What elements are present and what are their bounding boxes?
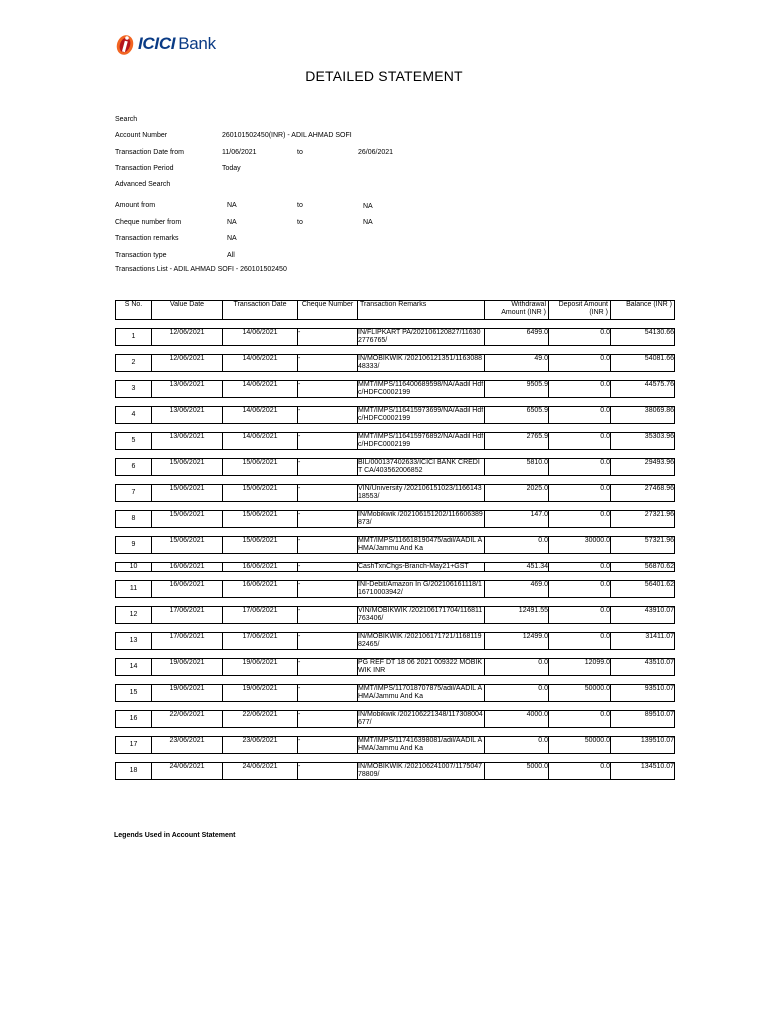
row-spacer-cell xyxy=(116,450,675,459)
cell-withdrawal: 2765.9 xyxy=(485,433,549,450)
cheque-from-label: Cheque number from xyxy=(115,219,182,226)
cell-cheque-number: - xyxy=(298,659,358,676)
cell-withdrawal: 2025.0 xyxy=(485,485,549,502)
cell-cheque-number: - xyxy=(298,537,358,554)
cell-withdrawal: 49.0 xyxy=(485,355,549,372)
row-spacer xyxy=(116,528,675,537)
cell-deposit: 0.0 xyxy=(549,633,611,650)
cell-value-date: 12/06/2021 xyxy=(152,355,223,372)
page-title: DETAILED STATEMENT xyxy=(305,68,463,84)
cell-value-date: 17/06/2021 xyxy=(152,633,223,650)
cell-sno: 12 xyxy=(116,607,152,624)
row-spacer xyxy=(116,346,675,355)
col-header-value-date: Value Date xyxy=(152,301,223,320)
row-spacer-cell xyxy=(116,624,675,633)
table-row xyxy=(116,511,675,528)
row-spacer xyxy=(116,572,675,581)
cell-withdrawal: 12491.55 xyxy=(485,607,549,624)
cell-transaction-date: 17/06/2021 xyxy=(223,607,298,624)
cell-transaction-date: 14/06/2021 xyxy=(223,381,298,398)
cell-deposit: 0.0 xyxy=(549,407,611,424)
row-spacer-cell xyxy=(116,424,675,433)
cell-balance: 29493.96 xyxy=(611,459,675,476)
cell-transaction-date: 14/06/2021 xyxy=(223,355,298,372)
cell-deposit: 0.0 xyxy=(549,459,611,476)
cell-cheque-number: - xyxy=(298,711,358,728)
cell-deposit: 0.0 xyxy=(549,711,611,728)
cell-balance: 57321.96 xyxy=(611,537,675,554)
remarks-value: NA xyxy=(227,235,237,242)
cell-cheque-number: - xyxy=(298,433,358,450)
table-row xyxy=(116,563,675,572)
cell-sno: 1 xyxy=(116,329,152,346)
amount-to-value: NA xyxy=(363,203,373,210)
cell-value-date: 22/06/2021 xyxy=(152,711,223,728)
row-spacer xyxy=(116,554,675,563)
type-value: All xyxy=(227,252,235,259)
table-row xyxy=(116,763,675,780)
cell-deposit: 0.0 xyxy=(549,581,611,598)
cell-sno: 3 xyxy=(116,381,152,398)
cell-remarks: IN/MOBIKWIK /202106121351/116308848333/ xyxy=(358,355,485,372)
cell-withdrawal: 5000.0 xyxy=(485,763,549,780)
cell-sno: 4 xyxy=(116,407,152,424)
transactions-body xyxy=(116,320,675,780)
cell-remarks: PG REF DT 18 06 2021 009322 MOBIKWIK INR xyxy=(358,659,485,676)
cell-remarks: INI-Debit/Amazon In G/202106161118/116710003942/ xyxy=(358,581,485,598)
cell-sno: 18 xyxy=(116,763,152,780)
cell-withdrawal: 9505.9 xyxy=(485,381,549,398)
row-spacer xyxy=(116,398,675,407)
cell-value-date: 12/06/2021 xyxy=(152,329,223,346)
cell-deposit: 0.0 xyxy=(549,329,611,346)
cell-remarks: IN/MOBIKWIK /202106241007/117504778809/ xyxy=(358,763,485,780)
cell-sno: 9 xyxy=(116,537,152,554)
col-header-transaction-date: Transaction Date xyxy=(223,301,298,320)
col-header-balance: Balance (INR ) xyxy=(611,301,675,320)
cell-withdrawal: 147.0 xyxy=(485,511,549,528)
cell-balance: 43510.07 xyxy=(611,659,675,676)
cell-balance: 139510.07 xyxy=(611,737,675,754)
amount-from-label: Amount from xyxy=(115,202,156,209)
cell-cheque-number: - xyxy=(298,563,358,572)
row-spacer xyxy=(116,728,675,737)
cell-remarks: MMT/IMPS/117018707875/adil/AADIL AHMA/Jammu And Ka xyxy=(358,685,485,702)
cell-withdrawal: 6499.0 xyxy=(485,329,549,346)
cell-remarks: CashTxnChgs-Branch-May21+GST xyxy=(358,563,485,572)
cell-balance: 27468.96 xyxy=(611,485,675,502)
row-spacer-cell xyxy=(116,502,675,511)
account-number-value: 260101502450(INR) - ADIL AHMAD SOFI xyxy=(222,132,352,139)
cell-value-date: 24/06/2021 xyxy=(152,763,223,780)
cell-transaction-date: 16/06/2021 xyxy=(223,563,298,572)
cell-cheque-number: - xyxy=(298,763,358,780)
cheque-to-label: to xyxy=(297,219,303,226)
cell-deposit: 30000.0 xyxy=(549,537,611,554)
cell-withdrawal: 451.34 xyxy=(485,563,549,572)
table-row xyxy=(116,737,675,754)
table-row xyxy=(116,711,675,728)
row-spacer-cell xyxy=(116,598,675,607)
col-header-cheque-number: Cheque Number xyxy=(298,301,358,320)
row-spacer xyxy=(116,476,675,485)
row-spacer xyxy=(116,624,675,633)
cell-value-date: 16/06/2021 xyxy=(152,581,223,598)
cell-cheque-number: - xyxy=(298,511,358,528)
cell-remarks: VIN/MOBIKWIK /202106171704/116811763406/ xyxy=(358,607,485,624)
transactions-table xyxy=(115,300,675,780)
table-row xyxy=(116,459,675,476)
cell-sno: 14 xyxy=(116,659,152,676)
cell-balance: 134510.07 xyxy=(611,763,675,780)
cell-transaction-date: 15/06/2021 xyxy=(223,511,298,528)
cell-deposit: 0.0 xyxy=(549,607,611,624)
cell-sno: 2 xyxy=(116,355,152,372)
cell-sno: 7 xyxy=(116,485,152,502)
row-spacer-cell xyxy=(116,476,675,485)
cell-transaction-date: 15/06/2021 xyxy=(223,459,298,476)
amount-to-label: to xyxy=(297,202,303,209)
cell-balance: 44575.76 xyxy=(611,381,675,398)
cell-withdrawal: 0.0 xyxy=(485,659,549,676)
row-spacer-cell xyxy=(116,728,675,737)
row-spacer-cell xyxy=(116,754,675,763)
row-spacer-cell xyxy=(116,528,675,537)
cell-remarks: MMT/IMPS/116400689598/NA/Aadil Hdfc/HDFC0002199 xyxy=(358,381,484,396)
cheque-to-value: NA xyxy=(363,219,373,226)
row-spacer-cell xyxy=(116,320,675,329)
search-label: Search xyxy=(115,116,138,123)
cell-cheque-number: - xyxy=(298,581,358,598)
row-spacer-cell xyxy=(116,372,675,381)
cell-transaction-date: 15/06/2021 xyxy=(223,485,298,502)
cell-deposit: 0.0 xyxy=(549,763,611,780)
cell-transaction-date: 16/06/2021 xyxy=(223,581,298,598)
cell-cheque-number: - xyxy=(298,737,358,754)
cell-transaction-date: 19/06/2021 xyxy=(223,685,298,702)
cell-balance: 56870.62 xyxy=(611,563,675,572)
advanced-search-label: Advanced Search xyxy=(115,181,171,188)
cell-value-date: 13/06/2021 xyxy=(152,381,223,398)
table-row xyxy=(116,485,675,502)
cheque-from-value: NA xyxy=(227,219,237,226)
cell-transaction-date: 19/06/2021 xyxy=(223,659,298,676)
cell-deposit: 0.0 xyxy=(549,433,611,450)
cell-value-date: 15/06/2021 xyxy=(152,511,223,528)
table-row xyxy=(116,581,675,598)
cell-deposit: 0.0 xyxy=(549,563,611,572)
cell-withdrawal: 6505.9 xyxy=(485,407,549,424)
cell-remarks: MMT/IMPS/117416398081/adil/AADIL AHMA/Jammu And Ka xyxy=(358,737,485,754)
row-spacer xyxy=(116,754,675,763)
table-row xyxy=(116,685,675,702)
cell-transaction-date: 17/06/2021 xyxy=(223,633,298,650)
table-row xyxy=(116,433,675,450)
period-label: Transaction Period xyxy=(115,165,174,172)
cell-transaction-date: 14/06/2021 xyxy=(223,433,298,450)
cell-sno: 8 xyxy=(116,511,152,528)
cell-sno: 13 xyxy=(116,633,152,650)
table-row xyxy=(116,633,675,650)
icici-logo-icon xyxy=(114,32,136,56)
cell-transaction-date: 23/06/2021 xyxy=(223,737,298,754)
cell-cheque-number: - xyxy=(298,381,358,398)
cell-withdrawal: 0.0 xyxy=(485,737,549,754)
cell-remarks: MMT/IMPS/116415973699/NA/Aadil Hdfc/HDFC0002199 xyxy=(358,407,484,422)
table-row xyxy=(116,329,675,346)
col-header-deposit: Deposit Amount (INR ) xyxy=(549,301,611,320)
cell-transaction-date: 15/06/2021 xyxy=(223,537,298,554)
cell-sno: 11 xyxy=(116,581,152,598)
cell-balance: 38069.86 xyxy=(611,407,675,424)
cell-remarks: MMT/IMPS/116415976892/NA/Aadil Hdfc/HDFC0002199 xyxy=(358,433,484,448)
legends-label: Legends Used in Account Statement xyxy=(114,832,236,839)
cell-balance: 43910.07 xyxy=(611,607,675,624)
col-header-sno: S No. xyxy=(116,301,152,320)
type-label: Transaction type xyxy=(115,252,167,259)
row-spacer xyxy=(116,650,675,659)
date-from-label: Transaction Date from xyxy=(115,149,184,156)
cell-remarks: BIL/000137402633/ICICI BANK CREDIT CA/403562006852 xyxy=(358,459,485,476)
table-row xyxy=(116,659,675,676)
remarks-label: Transaction remarks xyxy=(115,235,179,242)
cell-balance: 31411.07 xyxy=(611,633,675,650)
cell-sno: 17 xyxy=(116,737,152,754)
row-spacer xyxy=(116,450,675,459)
row-spacer xyxy=(116,424,675,433)
account-number-label: Account Number xyxy=(115,132,168,139)
row-spacer-cell xyxy=(116,554,675,563)
row-spacer-cell xyxy=(116,398,675,407)
cell-deposit: 0.0 xyxy=(549,355,611,372)
row-spacer xyxy=(116,372,675,381)
cell-transaction-date: 14/06/2021 xyxy=(223,407,298,424)
row-spacer-cell xyxy=(116,346,675,355)
row-spacer xyxy=(116,502,675,511)
col-header-remarks: Transaction Remarks xyxy=(358,301,485,320)
cell-withdrawal: 4000.0 xyxy=(485,711,549,728)
transactions-list-label: Transactions List - ADIL AHMAD SOFI - 260101502450 xyxy=(115,266,287,273)
cell-cheque-number: - xyxy=(298,355,358,372)
col-header-withdrawal: Withdrawal Amount (INR ) xyxy=(485,301,549,320)
row-spacer-cell xyxy=(116,702,675,711)
bank-logo xyxy=(114,30,216,58)
date-from-value: 11/06/2021 xyxy=(222,149,257,156)
row-spacer-cell xyxy=(116,650,675,659)
cell-transaction-date: 24/06/2021 xyxy=(223,763,298,780)
cell-transaction-date: 14/06/2021 xyxy=(223,329,298,346)
cell-remarks: IN/Mobikwik /202106151202/116606389873/ xyxy=(358,511,483,526)
row-spacer xyxy=(116,598,675,607)
cell-remarks: IN/FLIPKART PA/202106120827/116302776765/ xyxy=(358,329,485,346)
cell-deposit: 12099.0 xyxy=(549,659,611,676)
cell-remarks: IN/Mobikwik /202106221348/117308004677/ xyxy=(358,711,483,726)
date-to-label: to xyxy=(297,149,303,156)
cell-deposit: 50000.0 xyxy=(549,737,611,754)
table-row xyxy=(116,407,675,424)
row-spacer xyxy=(116,676,675,685)
table-row xyxy=(116,381,675,398)
cell-remarks: IN/MOBIKWIK /202106171721/116811982465/ xyxy=(358,633,485,650)
table-row xyxy=(116,355,675,372)
table-row xyxy=(116,537,675,554)
cell-withdrawal: 469.0 xyxy=(485,581,549,598)
cell-value-date: 15/06/2021 xyxy=(152,485,223,502)
cell-value-date: 17/06/2021 xyxy=(152,607,223,624)
cell-balance: 89510.07 xyxy=(611,711,675,728)
cell-balance: 56401.62 xyxy=(611,581,675,598)
cell-cheque-number: - xyxy=(298,607,358,624)
cell-value-date: 15/06/2021 xyxy=(152,459,223,476)
row-spacer-cell xyxy=(116,572,675,581)
cell-balance: 27321.96 xyxy=(611,511,675,528)
cell-deposit: 0.0 xyxy=(549,511,611,528)
cell-cheque-number: - xyxy=(298,329,358,346)
cell-deposit: 50000.0 xyxy=(549,685,611,702)
bank-name: ICICI Bank xyxy=(138,34,216,53)
cell-value-date: 16/06/2021 xyxy=(152,563,223,572)
cell-cheque-number: - xyxy=(298,685,358,702)
cell-value-date: 23/06/2021 xyxy=(152,737,223,754)
cell-deposit: 0.0 xyxy=(549,485,611,502)
row-spacer xyxy=(116,702,675,711)
cell-cheque-number: - xyxy=(298,485,358,502)
cell-cheque-number: - xyxy=(298,459,358,476)
cell-value-date: 13/06/2021 xyxy=(152,407,223,424)
cell-deposit: 0.0 xyxy=(549,381,611,398)
cell-sno: 6 xyxy=(116,459,152,476)
cell-value-date: 15/06/2021 xyxy=(152,537,223,554)
period-value: Today xyxy=(222,165,241,172)
cell-balance: 93510.07 xyxy=(611,685,675,702)
cell-balance: 35303.96 xyxy=(611,433,675,450)
cell-withdrawal: 5810.0 xyxy=(485,459,549,476)
cell-sno: 16 xyxy=(116,711,152,728)
cell-withdrawal: 12499.0 xyxy=(485,633,549,650)
cell-value-date: 19/06/2021 xyxy=(152,659,223,676)
cell-balance: 54081.66 xyxy=(611,355,675,372)
cell-sno: 15 xyxy=(116,685,152,702)
cell-value-date: 19/06/2021 xyxy=(152,685,223,702)
cell-remarks: VIN/University /202106151023/116614318553/ xyxy=(358,485,485,502)
table-header-row xyxy=(116,301,675,320)
cell-sno: 10 xyxy=(116,563,152,572)
cell-cheque-number: - xyxy=(298,633,358,650)
cell-remarks: MMT/IMPS/116618190475/adil/AADIL AHMA/Jammu And Ka xyxy=(358,537,485,554)
date-to-value: 26/06/2021 xyxy=(358,149,394,156)
amount-from-value: NA xyxy=(227,202,237,209)
cell-withdrawal: 0.0 xyxy=(485,685,549,702)
cell-balance: 54130.66 xyxy=(611,329,675,346)
cell-value-date: 13/06/2021 xyxy=(152,433,223,450)
table-row xyxy=(116,607,675,624)
cell-withdrawal: 0.0 xyxy=(485,537,549,554)
row-spacer xyxy=(116,320,675,329)
cell-transaction-date: 22/06/2021 xyxy=(223,711,298,728)
row-spacer-cell xyxy=(116,676,675,685)
cell-cheque-number: - xyxy=(298,407,358,424)
cell-sno: 5 xyxy=(116,433,152,450)
